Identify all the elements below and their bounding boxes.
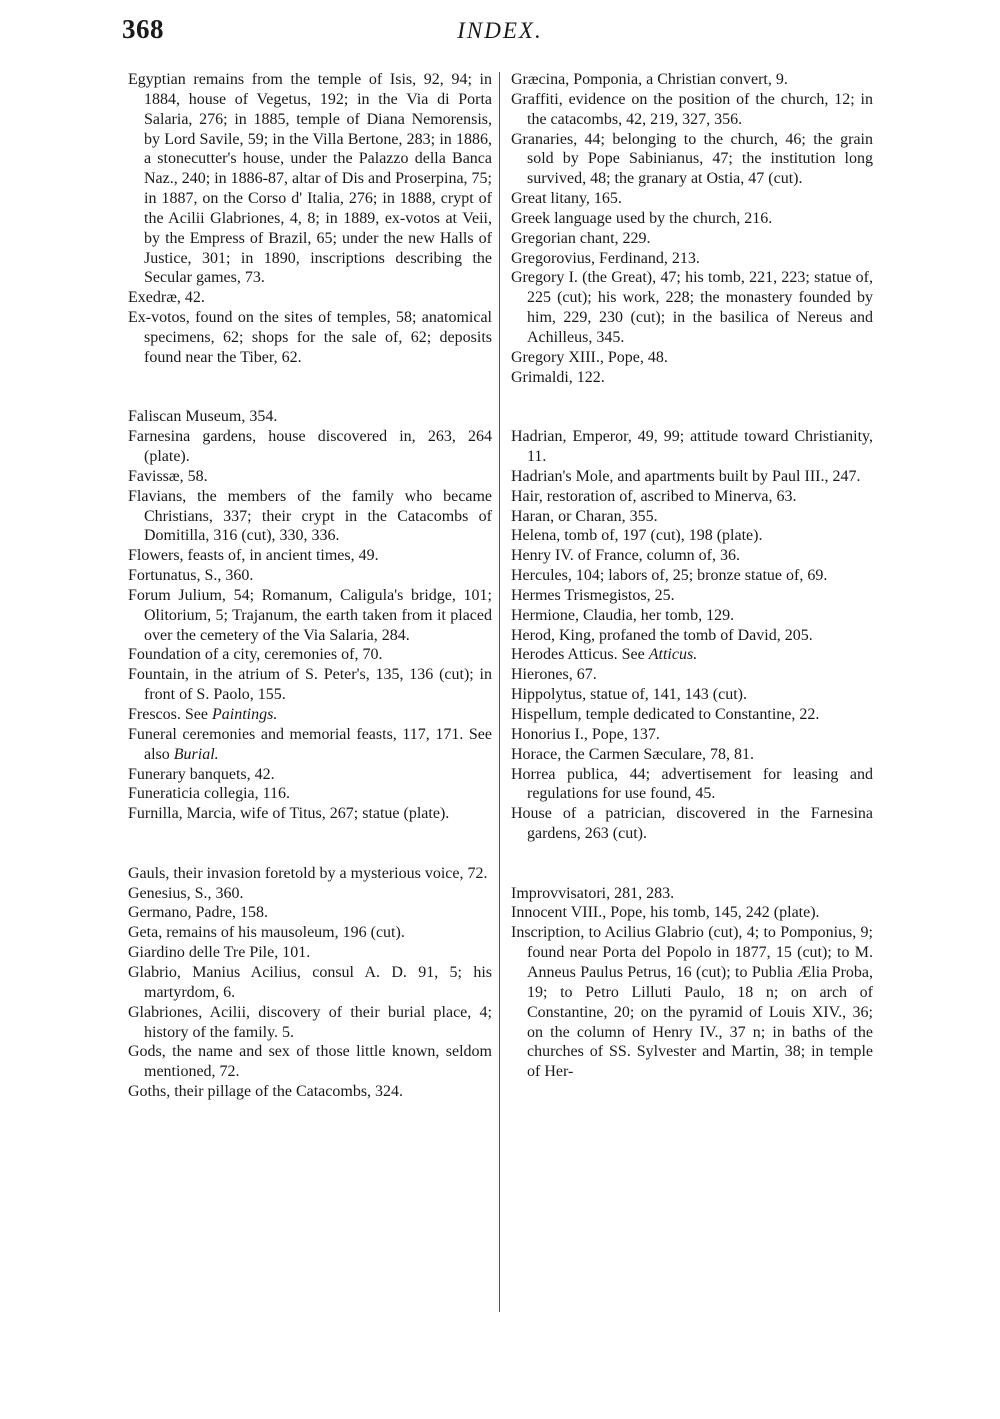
cross-reference: Atticus. [648,646,698,664]
index-entry: Hercules, 104; labors of, 25; bronze statue of, 69. [511,567,828,585]
index-entry [511,645,873,665]
index-entry: Funerary banquets, 42. [128,765,275,783]
index-entry: House of a patrician, discovered in the Farnesina gardens, 263 (cut). [511,805,873,843]
index-entry: Hadrian, Emperor, 49, 99; attitude toward Christianity, 11. [511,428,873,466]
index-entry: Hierones, 67. [511,666,597,684]
index-entry: Ex-votos, found on the sites of temples, 58; anatomical specimens, 62; shops for the sale of, 62; deposits found near the Tiber, 62. [128,309,492,366]
index-entry: Horrea publica, 44; advertisement for leasing and regulations for use found, 45. [511,765,873,803]
index-entry: Gods, the name and sex of those little known, seldom mentioned, 72. [128,1043,492,1081]
section-gap [511,844,873,884]
section-gap [511,388,873,428]
index-entry: Graffiti, evidence on the position of the church, 12; in the catacombs, 42, 219, 327, 356. [511,90,873,128]
index-entry: Hermes Trismegistos, 25. [511,586,675,604]
index-entry: Hadrian's Mole, and apartments built by Paul III., 247. [511,467,861,485]
index-entry: Granaries, 44; belonging to the church, 46; the grain sold by Pope Sabinianus, 47; the institution long survived, 48; the granary at Ostia, 47 (cut). [511,130,873,188]
index-entry [128,705,492,725]
right-column [511,70,873,1082]
cross-reference: Burial. [173,745,219,763]
index-entry: Gregory I. (the Great), 47; his tomb, 221, 223; statue of, 225 (cut); his work, 228; the monastery founded by him, 229, 230 (cut); in the basilica of Nereus and Achilleus, 345. [511,269,873,346]
index-entry: Herod, King, profaned the tomb of David, 205. [511,626,813,644]
index-entry: Faliscan Museum, 354. [128,408,278,426]
index-entry: Helena, tomb of, 197 (cut), 198 (plate). [511,527,763,545]
index-entry: Gregorovius, Ferdinand, 213. [511,249,700,267]
index-entry: Germano, Padre, 158. [128,904,268,922]
column-divider [499,72,500,1312]
index-entry: Genesius, S., 360. [128,884,244,902]
running-title: INDEX. [457,18,543,43]
index-entry: Gregorian chant, 229. [511,229,651,247]
index-entry: Inscription, to Acilius Glabrio (cut), 4; to Pomponius, 9; found near Porta del Popolo in 1877, 15 (cut); to M. Anneus Paulus Petrus, 16 (cut); to Publia Ælia Proba, 19; to Petro Lilluti Paulo, 18 n; on arch of Constantine, 20; on the pyramid of Louis XIV., 36; on the column of Henry IV., 37 n; in baths of the churches of SS. Sylvester and Martin, 38; in temple of Her- [511,924,873,1081]
index-entry: Egyptian remains from the temple of Isis, 92, 94; in 1884, house of Vegetus, 192; in the Via di Porta Salaria, 276; in 1885, temple of Diana Nemorensis, by Lord Savile, 59; in the Villa Bertone, 283; in 1886, a stonecutter's house, under the Palazzo della Banca Naz., 240; in 1886-87, altar of Dis and Proserpina, 75; in 1887, on the Corso d' Italia, 276; in 1888, crypt of the Acilii Glabriones, 4, 8; in 1889, ex-votos at Veii, by the Empress of Brazil, 65; under the new Halls of Justice, 301; in 1890, inscriptions describing the Secular games, 73. [128,71,492,287]
index-entry: Hippolytus, statue of, 141, 143 (cut). [511,686,747,704]
entry-text: Funeral ceremonies and memorial feasts, 117, 171. See also [128,725,492,763]
section-gap [128,368,492,408]
page-number: 368 [122,14,164,44]
index-entry: Hermione, Claudia, her tomb, 129. [511,606,735,624]
index-entry [128,725,492,765]
index-entry: Farnesina gardens, house discovered in, 263, 264 (plate). [128,428,492,466]
index-entry: Henry IV. of France, column of, 36. [511,547,740,565]
index-entry: Glabrio, Manius Acilius, consul A. D. 91, 5; his martyrdom, 6. [128,963,492,1001]
index-entry: Favissæ, 58. [128,467,208,485]
index-entry: Furnilla, Marcia, wife of Titus, 267; statue (plate). [128,805,450,823]
cross-reference: Paintings. [211,706,278,723]
index-entry: Gauls, their invasion foretold by a mysterious voice, 72. [128,864,488,882]
index-entry: Improvvisatori, 281, 283. [511,884,675,902]
index-entry: Fortunatus, S., 360. [128,567,254,585]
index-entry: Great litany, 165. [511,190,622,208]
index-entry: Flavians, the members of the family who became Christians, 337; their crypt in the Catacombs of Domitilla, 316 (cut), 330, 336. [128,487,492,545]
index-entry: Foundation of a city, ceremonies of, 70. [128,646,383,664]
index-entry: Gregory XIII., Pope, 48. [511,348,668,366]
index-entry: Exedræ, 42. [128,289,205,307]
index-entry: Glabriones, Acilii, discovery of their burial place, 4; history of the family. 5. [128,1003,492,1041]
index-entry: Hispellum, temple dedicated to Constantine, 22. [511,706,820,723]
left-column [128,70,492,1102]
index-entry: Giardino delle Tre Pile, 101. [128,944,311,962]
entry-text: Herodes Atticus. See [511,646,649,664]
index-entry: Goths, their pillage of the Catacombs, 324. [128,1083,404,1101]
index-entry: Greek language used by the church, 216. [511,209,773,227]
index-entry: Græcina, Pomponia, a Christian convert, 9. [511,71,788,88]
index-entry: Funeraticia collegia, 116. [128,785,291,803]
index-entry: Fountain, in the atrium of S. Peter's, 135, 136 (cut); in front of S. Paolo, 155. [128,666,492,704]
index-entry: Innocent VIII., Pope, his tomb, 145, 242 (plate). [511,904,820,922]
index-entry: Grimaldi, 122. [511,368,605,386]
section-gap [128,824,492,864]
entry-text: Frescos. See [128,706,212,723]
index-entry: Hair, restoration of, ascribed to Minerva, 63. [511,487,797,505]
index-entry: Flowers, feasts of, in ancient times, 49. [128,547,379,565]
index-entry: Horace, the Carmen Sæculare, 78, 81. [511,745,755,763]
index-entry: Geta, remains of his mausoleum, 196 (cut). [128,924,405,942]
index-entry: Haran, or Charan, 355. [511,507,658,525]
index-entry: Forum Julium, 54; Romanum, Caligula's bridge, 101; Olitorium, 5; Trajanum, the earth taken from it placed over the cemetery of the Via Salaria, 284. [128,586,492,644]
index-entry: Honorius I., Pope, 137. [511,725,660,743]
